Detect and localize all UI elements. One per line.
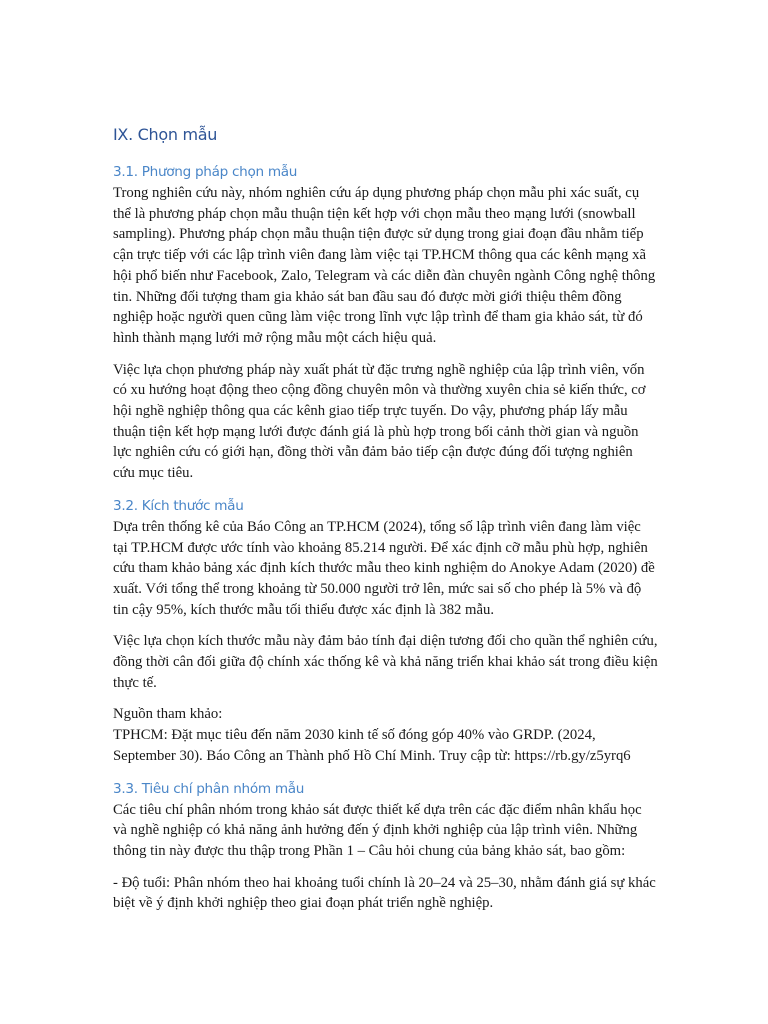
section-heading-grouping-criteria: 3.3. Tiêu chí phân nhóm mẫu: [113, 780, 305, 797]
section-heading-sample-size: 3.2. Kích thước mẫu: [113, 497, 244, 514]
paragraph-sampling-method-1: Trong nghiên cứu này, nhóm nghiên cứu áp dụng phương pháp chọn mẫu phi xác suất, cụ thể là phương pháp chọn mẫu thuận tiện kết hợp với chọn mẫu theo mạng lưới (snowball sampling). Phương pháp chọn mẫu thuận tiện được sử dụng trong giai đoạn đầu nhằm tiếp cận trực tiếp với các lập trình viên đang làm việc tại TP.HCM thông qua các kênh mạng xã hội phổ biến như Facebook, Zalo, Telegram và các diễn đàn chuyên ngành Công nghệ thông tin. Những đối tượng tham gia khảo sát ban đầu sau đó được mời giới thiệu thêm đồng nghiệp hoặc người quen cũng làm việc trong lĩnh vực lập trình để tham gia khảo sát, từ đó hình thành mạng lưới mở rộng mẫu một cách hiệu quả.: [113, 185, 656, 346]
paragraph-grouping-criteria-age: - Độ tuổi: Phân nhóm theo hai khoảng tuổi chính là 20–24 và 25–30, nhằm đánh giá sự khác biệt về ý định khởi nghiệp theo giai đoạn phát triển nghề nghiệp.: [113, 874, 656, 912]
paragraph-sample-size-1: Dựa trên thống kê của Báo Công an TP.HCM (2024), tổng số lập trình viên đang làm việc tại TP.HCM được ước tính vào khoảng 85.214 người. Để xác định cỡ mẫu phù hợp, nghiên cứu tham khảo bảng xác định kích thước mẫu theo kinh nghiệm do Anokye Adam (2020) đề xuất. Với tổng thể trong khoảng từ 50.000 người trở lên, mức sai số cho phép là 5% và độ tin cậy 95%, kích thước mẫu tối thiểu được xác định là 382 mẫu.: [113, 518, 655, 618]
section-heading-sampling-method: 3.1. Phương pháp chọn mẫu: [113, 164, 298, 180]
paragraph-sample-size-2: Việc lựa chọn kích thước mẫu này đảm bảo tính đại diện tương đối cho quần thể nghiên cứu, đồng thời cân đối giữa độ chính xác thống kê và khả năng triển khai khảo sát trong điều kiện thực tế.: [113, 633, 658, 691]
paragraph-grouping-criteria-1: Các tiêu chí phân nhóm trong khảo sát được thiết kế dựa trên các đặc điểm nhân khẩu học và nghề nghiệp có khả năng ảnh hưởng đến ý định khởi nghiệp của lập trình viên. Những thông tin này được thu thập trong Phần 1 – Câu hỏi chung của bảng khảo sát, bao gồm:: [113, 801, 642, 859]
paragraph-sampling-method-2: Việc lựa chọn phương pháp này xuất phát từ đặc trưng nghề nghiệp của lập trình viên, vốn có xu hướng hoạt động theo cộng đồng chuyên môn và thường xuyên chia sẻ kiến thức, cơ hội nghề nghiệp thông qua các kênh giao tiếp trực tuyến. Do vậy, phương pháp lấy mẫu thuận tiện kết hợp mạng lưới được đánh giá là phù hợp trong bối cảnh thời gian và nguồn lực nghiên cứu có giới hạn, đồng thời vẫn đảm bảo tiếp cận được đúng đối tượng nghiên cứu mục tiêu.: [113, 361, 646, 482]
chapter-heading: IX. Chọn mẫu: [113, 125, 218, 144]
document-page: [113, 121, 658, 925]
reference-text: TPHCM: Đặt mục tiêu đến năm 2030 kinh tế số đóng góp 40% vào GRDP. (2024, September 30). Báo Công an Thành phố Hồ Chí Minh. Truy cập từ: https://rb.gy/z5yrq6: [113, 727, 631, 764]
reference-label: Nguồn tham khảo:: [113, 706, 223, 723]
